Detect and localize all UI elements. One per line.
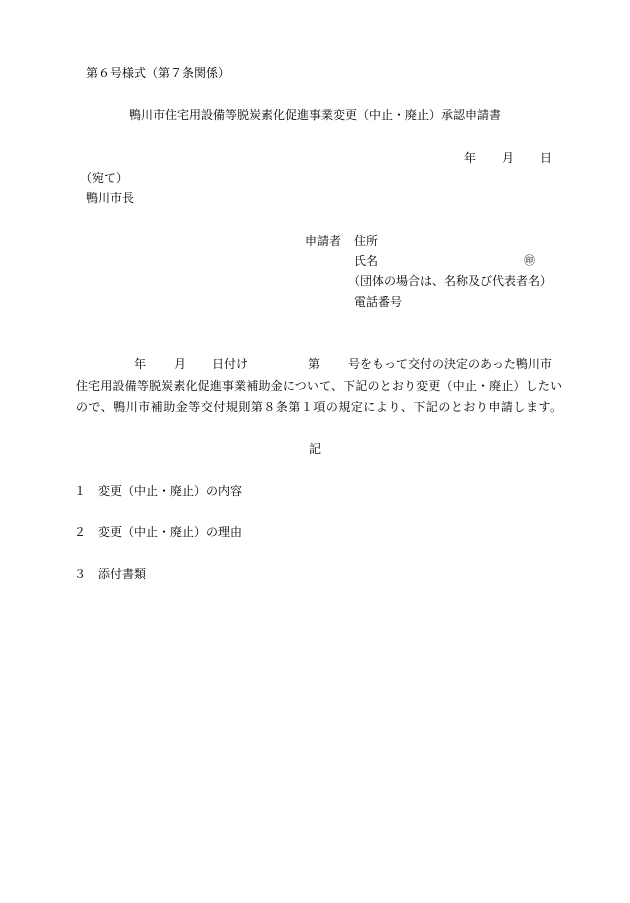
ki-heading: 記	[309, 442, 322, 456]
item-number: ２	[74, 525, 87, 539]
form-title: 鴨川市住宅用設備等脱炭素化促進事業変更（中止・廃止）承認申請書	[128, 108, 501, 122]
body-day-suffix: 日付け	[212, 357, 249, 371]
item-label: 添付書類	[98, 567, 147, 581]
item-label: 変更（中止・廃止）の理由	[98, 525, 243, 539]
form-number: 第６号様式（第７条関係）	[86, 66, 231, 80]
body-line-3: ので、鴨川市補助金等交付規則第８条第１項の規定により、下記のとおり申請します。	[76, 400, 562, 414]
applicant-name-label: 氏名	[354, 254, 379, 268]
seal-mark: ㊞	[524, 254, 535, 267]
applicant-group-note: （団体の場合は、名称及び代表者名）	[348, 274, 553, 288]
applicant-address-label: 住所	[354, 234, 379, 248]
item-label: 変更（中止・廃止）の内容	[98, 484, 243, 498]
date-year: 年	[464, 151, 477, 165]
body-line-2: 住宅用設備等脱炭素化促進事業補助金について、下記のとおり変更（中止・廃止）したい	[76, 379, 562, 393]
date-day: 日	[540, 151, 553, 165]
applicant-phone-label: 電話番号	[354, 295, 403, 309]
body-year: 年	[134, 357, 147, 371]
date-month: 月	[502, 151, 515, 165]
addressee-name: 鴨川市長	[86, 191, 135, 205]
body-line-1: 号をもって交付の決定のあった鴨川市	[348, 357, 552, 371]
addressee-prefix: （宛て）	[80, 171, 129, 185]
applicant-label: 申請者	[305, 234, 342, 248]
body-month: 月	[174, 357, 187, 371]
item-number: １	[74, 484, 87, 498]
body-number-prefix: 第	[308, 357, 321, 371]
item-number: ３	[74, 567, 87, 581]
